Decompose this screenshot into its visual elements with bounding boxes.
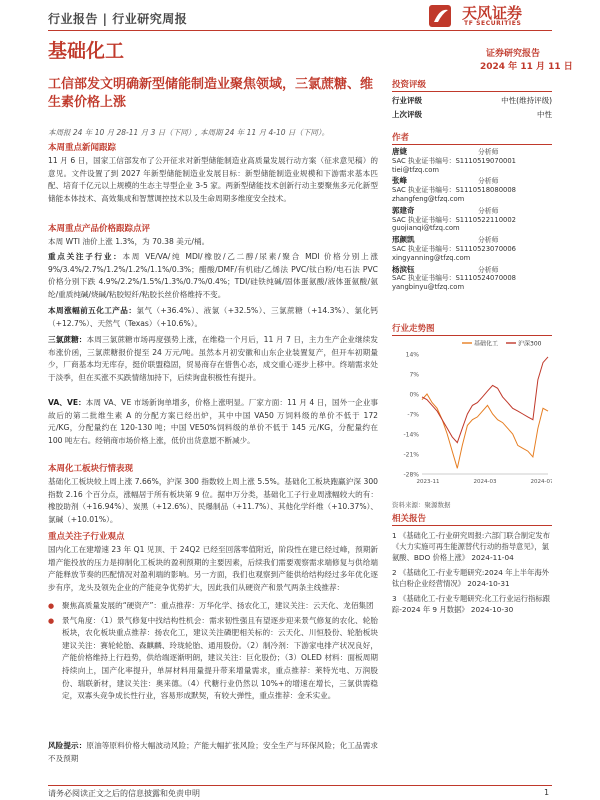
industry-name: 基础化工 bbox=[48, 40, 125, 62]
series-line bbox=[422, 394, 548, 468]
bullet-text: 聚焦高质量发展的“硬资产”：重点推荐：万华化学、扬农化工，建议关注：云天化、龙佰集团 bbox=[62, 601, 374, 610]
related-report-item[interactable]: 1 《基础化工-行业研究周报:六部门联合制定发布《大力实施可再生能源替代行动的指导意见》，氯氨酸、BDO 价格上涨》 2024-11-04 bbox=[392, 531, 550, 562]
x-tick-label: 2024-03 bbox=[473, 479, 497, 485]
rating-heading: 投资评级 bbox=[392, 78, 552, 92]
header-divider bbox=[48, 30, 552, 31]
author-role: 分析师 bbox=[478, 148, 499, 156]
top-gainers-text: 氯气（+36.4%）、液氯（+32.5%）、三氯蔗糖（+14.3%）、氯化钙（+12.7%）、天然气（Texas）（+10.6%）。 bbox=[48, 306, 378, 328]
rating-row bbox=[392, 95, 552, 106]
rating-row bbox=[392, 109, 552, 120]
y-tick-label: -14% bbox=[403, 431, 419, 439]
author-entry bbox=[392, 236, 552, 262]
focus-subindustry-paragraph bbox=[48, 251, 378, 301]
bullet-icon: ● bbox=[48, 616, 55, 625]
performance-paragraph: 基础化工板块较上周上涨 7.66%，沪深 300 指数较上周上涨 5.5%。基础化工板块跑赢沪深 300 指数 2.16 个百分点，涨幅居于所有板块第 9 位。据申万分类，基础化工子行业周涨幅较大的有：橡胶助剂（+16.94%）、炭黑（+12.6%）、民爆制品（+11.7%）、其他化学纤维（+10.37%）、氯碱（+10.01%）。 bbox=[48, 477, 378, 524]
logo-subtext: TF SECURITIES bbox=[464, 20, 522, 27]
author-name: 唐婕 bbox=[392, 147, 407, 156]
author-entry bbox=[392, 177, 552, 203]
author-name: 张峰 bbox=[392, 176, 407, 186]
sucralose-paragraph bbox=[48, 334, 378, 384]
focus-paragraph: 国内化工在建增速 23 年 Q1 见顶、于 24Q2 已经至回落零值附近，阶段性在建已经过峰，预期新增产能投放的压力是抑制化工板块的盈利预期的主要因素，后续我们需要观察需求端修复与供给端产能释放节奏的匹配情况对盈利端的影响。另一方面，我们也观察到产能供给结构经过多年优化逐步有序，龙头及领先企业的产能竞争优势扩大，因此我们从硬资产和景气两条主线推荐： bbox=[48, 545, 378, 592]
prices-heading: 本周重点产品价格跟踪点评 bbox=[48, 224, 151, 234]
author-cert: SAC 执业证书编号：S1110524070008 bbox=[392, 274, 516, 283]
author-email[interactable]: guojianqi@tfzq.com bbox=[392, 224, 460, 233]
focus-subindustry-label: 重点关注子行业： bbox=[48, 252, 123, 261]
disclaimer-note: 请务必阅读正文之后的信息披露和免责申明 bbox=[48, 789, 200, 798]
author-role: 分析师 bbox=[478, 206, 499, 215]
vitamin-paragraph bbox=[48, 397, 378, 447]
y-tick-label: -21% bbox=[403, 451, 419, 459]
authors-box bbox=[392, 131, 552, 292]
author-role: 分析师 bbox=[478, 177, 499, 186]
author-email[interactable]: tiei@tfzq.com bbox=[392, 165, 440, 174]
report-title: 工信部发文明确新型储能制造业聚焦领域，三氯蔗糖、维生素价格上涨 bbox=[48, 77, 374, 110]
author-email[interactable]: zhangfeng@tfzq.com bbox=[392, 194, 465, 203]
trend-chart bbox=[392, 336, 552, 496]
author-email[interactable]: yangbinyu@tfzq.com bbox=[392, 283, 465, 292]
rating-value: 中性 bbox=[537, 110, 552, 119]
report-type: 证券研究报告 bbox=[486, 49, 541, 59]
related-report-item[interactable]: 3 《基础化工-行业专题研究:化工行业运行指标跟踪-2024 年 9 月数据》 2024-10-30 bbox=[392, 594, 550, 614]
risk-paragraph bbox=[48, 740, 378, 765]
author-role: 分析师 bbox=[478, 265, 499, 274]
sucralose-text: 本周三氯蔗糖市场再度强势上涨，在维稳一个月后，11 月 7 日，主力生产企业继续发布涨价函，三氯蔗糖报价提至 24 万元/吨。虽然本月初安徽和山东企业装置复产，但开车初期量少，厂商基本均无库存，挺价联盟稳固，贸易商存在惜售心态，成交重心逐步上移中。终端需求处于淡季，但在买涨不买跌情绪加持下，后续询盘积极性有提升。 bbox=[48, 335, 379, 382]
sucralose-label: 三氯蔗糖： bbox=[48, 335, 87, 344]
rating-key: 行业评级 bbox=[392, 96, 422, 105]
author-entry bbox=[392, 148, 552, 174]
author-email[interactable]: xingyanning@tfzq.com bbox=[392, 253, 471, 262]
authors-heading: 作者 bbox=[392, 131, 552, 145]
y-tick-label: -28% bbox=[403, 471, 419, 479]
author-cert: SAC 执业证书编号：S1110518080008 bbox=[392, 186, 516, 195]
top-gainers-paragraph bbox=[48, 305, 378, 330]
author-name: 杨滨钰 bbox=[392, 264, 415, 274]
legend-label: 沪深300 bbox=[518, 340, 542, 348]
legend-label: 基础化工 bbox=[474, 340, 499, 348]
company-logo bbox=[428, 2, 558, 30]
list-item bbox=[48, 615, 378, 703]
related-report-item[interactable]: 2 《基础化工-行业专题研究:2024 年上半年海外钛白粉企业经营情况》 2024-10-31 bbox=[392, 568, 549, 588]
trend-chart-svg bbox=[392, 336, 552, 496]
news-heading: 本周重点新闻跟踪 bbox=[48, 143, 117, 153]
vitamin-label: VA、VE： bbox=[48, 398, 86, 407]
trend-heading-wrap bbox=[392, 322, 552, 336]
y-tick-label: -7% bbox=[407, 411, 419, 419]
focus-subindustry-text: 本周 VE/VA/纯 MDI/橡胶/乙二醇/尿素/聚合 MDI 价格分别上涨 9%/3.4%/2.7%/1.2%/1.2%/1.1%/0.3%；醋酸/DMF/有机硅/乙烯法 PVC/钛白粉/电石法 PVC 价格分别下跌 4.9%/2.2%/1.5%/1.3%/0.7%/0.4%；TDI/硅铁纯碱/固体蛋氨酸/液体蛋氨酸/氨纶/重质纯碱/烧碱/粘胶短纤/粘胶长丝价格维持不变。 bbox=[48, 252, 378, 299]
risk-text: 原油等原料价格大幅波动风险；产能大幅扩张风险；安全生产与环保风险；化工品需求不及预期 bbox=[48, 741, 379, 763]
y-tick-label: 0% bbox=[409, 391, 419, 399]
author-cert: SAC 执业证书编号：S1110522110002 bbox=[392, 215, 516, 224]
performance-heading: 本周化工板块行情表现 bbox=[48, 464, 134, 474]
y-tick-label: 14% bbox=[405, 351, 419, 359]
chart-source: 资料来源：聚源数据 bbox=[392, 501, 451, 509]
footer-divider bbox=[48, 785, 552, 786]
page-number: 1 bbox=[544, 788, 550, 797]
report-category-tag: 行业报告 | 行业研究周报 bbox=[48, 12, 188, 26]
news-paragraph: 11 月 6 日，国家工信部发布了公开征求对新型储能制造业高质量发展行动方案（征求意见稿）的意见。文件设置了到 2027 年新型储能制造业发展目标：新型储能制造业规模和下游需求基本匹配、培育千亿元以上规模的生态主导型企业 3-5 家。两新型储能技术创新行动主要聚焦多元化新型储能本体技术、高效集成和智慧调控技术以及生命周期多维度安全技术。 bbox=[48, 156, 378, 203]
report-period: 本周报 24 年 10 月 28-11 月 3 日（下同）, 本周期 24 年 11 月 4-10 日（下同）。 bbox=[48, 128, 330, 137]
report-date: 2024 年 11 月 11 日 bbox=[480, 62, 573, 72]
logo-mark-icon bbox=[428, 2, 458, 30]
series-line bbox=[422, 357, 548, 443]
rating-value: 中性(维持评级) bbox=[501, 96, 552, 105]
author-entry bbox=[392, 207, 552, 233]
author-role: 分析师 bbox=[478, 236, 499, 245]
list-item bbox=[48, 600, 378, 613]
rating-box bbox=[392, 78, 552, 120]
related-heading: 相关报告 bbox=[392, 512, 552, 526]
logo-text: 天风证券 bbox=[462, 4, 523, 22]
author-cert: SAC 执业证书编号：S1110519070001 bbox=[392, 156, 516, 165]
recommendation-list bbox=[48, 600, 378, 705]
author-name: 邢颜凯 bbox=[392, 235, 415, 245]
oil-price-text: 本周 WTI 油价上涨 1.3%，为 70.38 美元/桶。 bbox=[48, 237, 210, 246]
top-gainers-label: 本周涨幅前五化工产品： bbox=[48, 306, 137, 315]
y-tick-label: 7% bbox=[409, 371, 419, 379]
focus-heading: 重点关注子行业观点 bbox=[48, 532, 125, 542]
bullet-icon: ● bbox=[48, 602, 55, 610]
vitamin-text: 本周 VA、VE 市场新询单增多，价格上涨明显。厂家方面：11 月 4 日，国外一企业事故后的第二批维生素 A 的分配方案已经出炉，其中中国 VA50 万饲料级的单价不低于 172 元/KG，分配量约在 120-130 吨；中国 VE50%饲料级的单价不低于 145 元/KG，分配量约在 100 吨左右。经销商市场价格上涨，低价出货意愿不断减少。 bbox=[48, 398, 378, 445]
risk-label: 风险提示： bbox=[48, 741, 87, 750]
author-entry bbox=[392, 266, 552, 292]
related-box bbox=[392, 512, 552, 615]
author-cert: SAC 执业证书编号：S1110523070006 bbox=[392, 244, 516, 253]
author-name: 郭建奇 bbox=[392, 205, 415, 215]
rating-key: 上次评级 bbox=[392, 110, 422, 119]
bullet-text: 景气角度：（1）景气修复中找结构性机会：需求韧性强且有望逐步迎来景气修复的农化、轮胎板块，农化板块重点推荐：扬农化工，建议关注磷肥相关标的：云天化、川恒股份、轮胎板块建议关注：赛轮轮胎、森麒麟、玲珑轮胎、通用股份。（2）制冷剂：下游家电排产状况良好，产能价格维持上行趋势，供给端逐渐明朗，建议关注：巨化股份；（3）OLED 材料：面板周期持续向上，国产化率提升，单屏材料用量提升带来增量需求，重点推荐：莱特光电、万润股份、瑞联新材，建议关注：奥来德。（4）代糖行业仍然以 10%+的增速在增长，三氯供需稳定，双寡头竞争成长性行业，容易形成默契，有较大弹性，重点推荐：金禾实业。 bbox=[62, 615, 378, 701]
trend-heading: 行业走势图 bbox=[392, 322, 552, 336]
x-tick-label: 2024-07 bbox=[530, 479, 552, 485]
x-tick-label: 2023-11 bbox=[416, 479, 440, 485]
